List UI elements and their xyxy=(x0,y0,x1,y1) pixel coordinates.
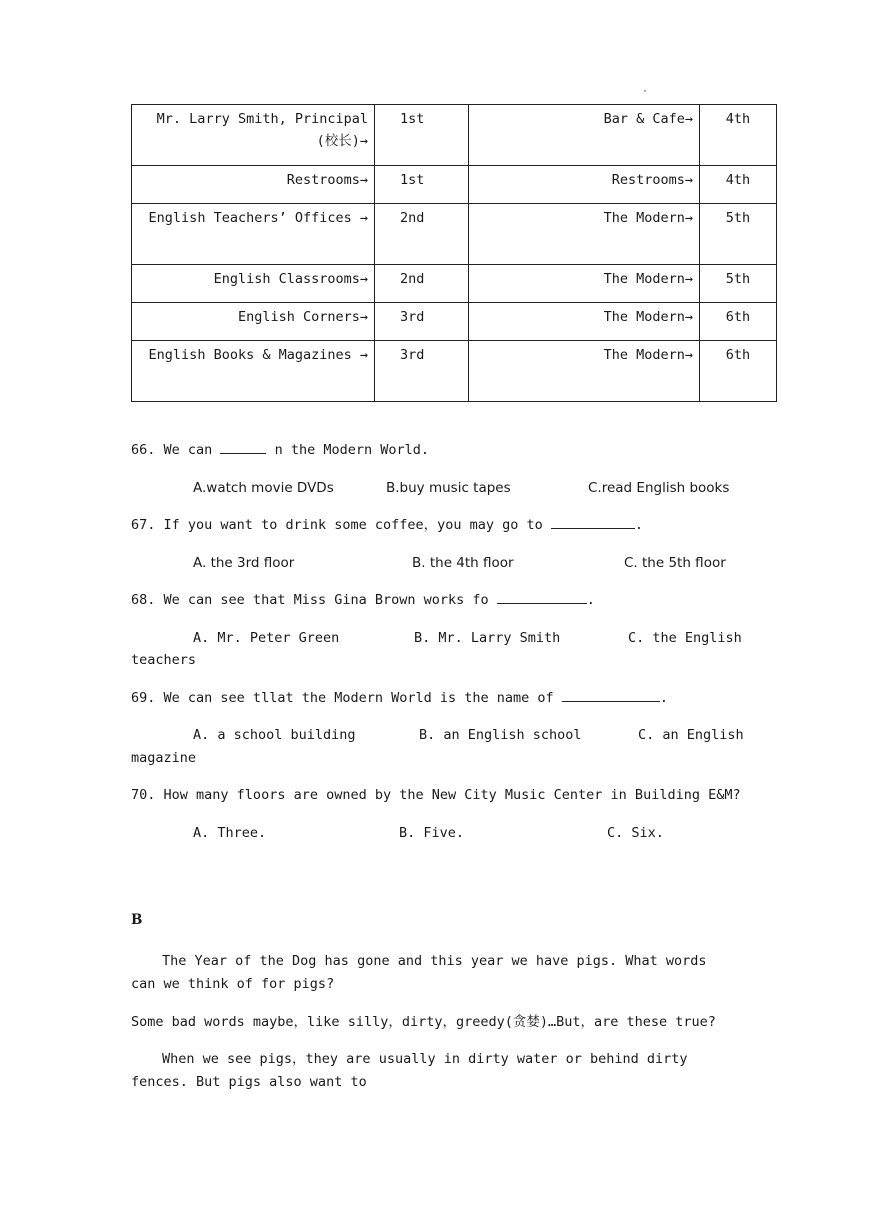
directory-right-label: Bar & Cafe→ xyxy=(469,105,700,166)
directory-left-floor: 3rd xyxy=(375,341,469,402)
question-number: 70. xyxy=(131,787,156,803)
table-row xyxy=(132,105,777,166)
answer-blank xyxy=(562,687,660,702)
directory-left-label: English Books & Magazines → xyxy=(132,341,375,402)
question-stem-end: . xyxy=(634,517,644,533)
question-66 xyxy=(131,439,429,461)
question-68 xyxy=(131,589,595,611)
question-69 xyxy=(131,687,668,709)
option-c: C. the 5th floor xyxy=(624,555,726,571)
directory-left-label: English Corners→ xyxy=(132,303,375,341)
question-stem: We can see tllat the Modern World is the name of xyxy=(163,690,554,706)
option-a: A. a school building xyxy=(193,727,356,743)
option-a: A.watch movie DVDs xyxy=(193,480,334,496)
option-c: C. an English xyxy=(638,727,744,743)
passage-paragraph-1: The Year of the Dog has gone and this year we have pigs. What words can we think of for pigs? xyxy=(131,953,707,992)
directory-right-floor: 5th xyxy=(700,265,777,303)
question-stem-end: . xyxy=(586,592,595,608)
passage-paragraph-3: When we see pigs，they are usually in dirty water or behind dirty fences. But pigs also want to xyxy=(131,1051,688,1090)
directory-left-floor: 3rd xyxy=(375,303,469,341)
table-row xyxy=(132,341,777,402)
option-a: A. Three. xyxy=(193,825,267,841)
table-row xyxy=(132,265,777,303)
question-number: 67. xyxy=(131,517,156,533)
option-b: B. the 4th floor xyxy=(412,555,514,571)
directory-left-label: Mr. Larry Smith, Principal (校长)→ xyxy=(132,105,375,166)
directory-right-label: The Modern→ xyxy=(469,265,700,303)
directory-left-label: English Classrooms→ xyxy=(132,265,375,303)
directory-right-floor: 6th xyxy=(700,341,777,402)
option-a: A. Mr. Peter Green xyxy=(193,630,340,646)
option-b: B. an English school xyxy=(419,727,582,743)
option-b: B. Five. xyxy=(399,825,465,841)
option-c: C.read English books xyxy=(588,480,730,496)
directory-left-floor: 2nd xyxy=(375,265,469,303)
table-row xyxy=(132,204,777,265)
table-row xyxy=(132,303,777,341)
option-c: C. Six. xyxy=(607,825,664,841)
building-directory-table xyxy=(131,104,777,402)
directory-right-floor: 5th xyxy=(700,204,777,265)
table-row xyxy=(132,166,777,204)
page-mark: · xyxy=(642,86,649,97)
question-stem-end: n the Modern World. xyxy=(274,442,430,458)
directory-right-floor: 6th xyxy=(700,303,777,341)
directory-right-label: The Modern→ xyxy=(469,303,700,341)
option-b: B.buy music tapes xyxy=(386,480,511,496)
question-70 xyxy=(131,784,741,806)
directory-right-label: Restrooms→ xyxy=(469,166,700,204)
directory-right-floor: 4th xyxy=(700,166,777,204)
option-b: B. Mr. Larry Smith xyxy=(414,630,561,646)
directory-left-label: Restrooms→ xyxy=(132,166,375,204)
directory-left-floor: 2nd xyxy=(375,204,469,265)
directory-right-label: The Modern→ xyxy=(469,204,700,265)
answer-blank xyxy=(551,514,635,529)
directory-left-label: English Teachers’ Offices → xyxy=(132,204,375,265)
option-c-continuation: magazine xyxy=(131,750,197,766)
question-number: 69. xyxy=(131,690,156,706)
question-number: 68. xyxy=(131,592,156,608)
question-stem: We can see that Miss Gina Brown works fo xyxy=(163,592,489,608)
passage-paragraph-2: Some bad words maybe，like silly，dirty，greedy(贪婪)…But，are these true? xyxy=(131,1014,716,1030)
option-c: C. the English xyxy=(628,630,742,646)
question-number: 66. xyxy=(131,442,156,458)
answer-blank xyxy=(497,589,587,604)
question-67 xyxy=(131,514,643,536)
section-heading: B xyxy=(131,912,143,928)
question-stem: If you want to drink some coffee，you may go to xyxy=(163,517,543,533)
question-stem: How many floors are owned by the New City Music Center in Building E&M? xyxy=(163,787,741,803)
option-a: A. the 3rd floor xyxy=(193,555,295,571)
directory-right-label: The Modern→ xyxy=(469,341,700,402)
option-c-continuation: teachers xyxy=(131,652,197,668)
question-stem-end: . xyxy=(659,690,668,706)
directory-left-floor: 1st xyxy=(375,105,469,166)
directory-right-floor: 4th xyxy=(700,105,777,166)
question-stem: We can xyxy=(163,442,213,458)
directory-left-floor: 1st xyxy=(375,166,469,204)
answer-blank xyxy=(220,439,266,454)
